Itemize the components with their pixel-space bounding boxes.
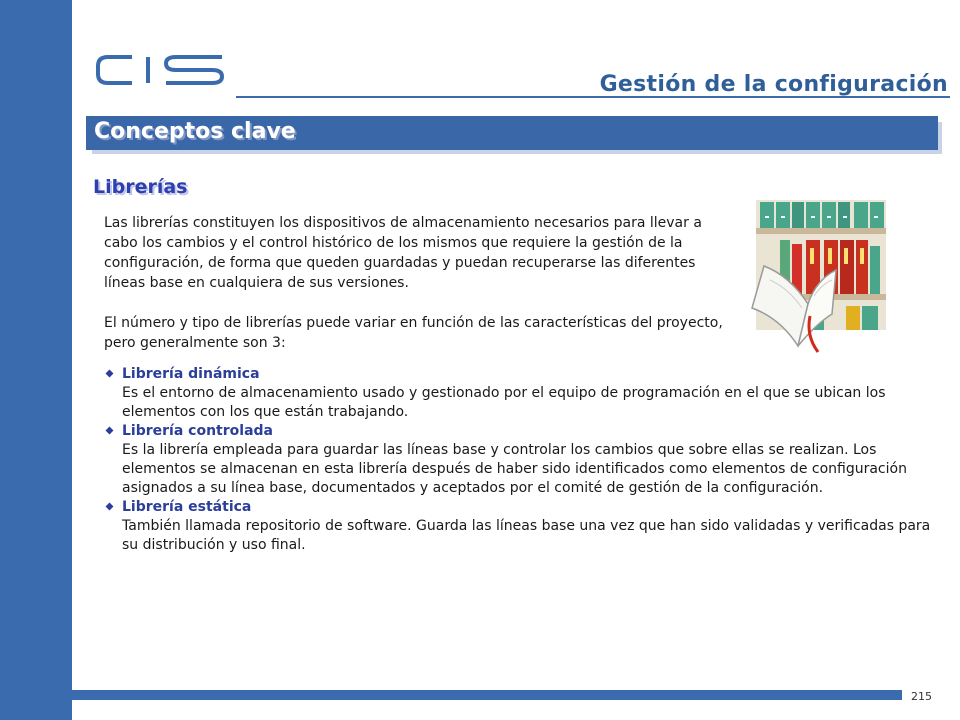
subsection-title: Librerías	[93, 176, 188, 198]
libraries-list	[104, 365, 934, 555]
page-number: 215	[911, 690, 932, 703]
left-accent-bar	[0, 0, 72, 720]
intro-text	[104, 213, 740, 353]
top-rule	[72, 0, 960, 6]
section-bar	[86, 116, 938, 150]
list-item	[104, 422, 934, 498]
library-title: Librería controlada	[122, 423, 273, 439]
library-description: Es el entorno de almacenamiento usado y gestionado por el equipo de programación en el que se ubican los elementos con los que están trabajando.	[122, 385, 886, 420]
library-description: También llamada repositorio de software. Guarda las líneas base una vez que han sido validadas y verificadas para su distribución y uso final.	[122, 518, 931, 553]
library-description: Es la librería empleada para guardar las líneas base y controlar los cambios que sobre ellas se realizan. Los elementos se almacenan en esta librería después de haber sido identificados como elementos de configuración asignados a su línea base, documentados y aceptados por el comité de gestión de la configuración.	[122, 442, 907, 496]
section-title: Conceptos clave	[94, 119, 296, 144]
intro-paragraph-2: El número y tipo de librerías puede variar en función de las características del proyecto, pero generalmente son 3:	[104, 315, 723, 351]
list-item	[104, 365, 934, 422]
bullet-icon	[106, 427, 114, 435]
intro-paragraph-1: Las librerías constituyen los dispositivos de almacenamiento necesarios para llevar a cabo los cambios y el control histórico de los mismos que requiere la gestión de la configuración, de forma que queden guardadas y puedan recuperarse las diferentes líneas base en cualquiera de sus versiones.	[104, 215, 702, 291]
library-title: Librería dinámica	[122, 366, 260, 382]
bookshelf-icon	[750, 196, 896, 356]
library-title: Librería estática	[122, 499, 252, 515]
presentation-title: Gestión de la configuración	[599, 72, 948, 97]
list-item	[104, 498, 934, 555]
cis-logo	[94, 52, 226, 88]
bullet-icon	[106, 370, 114, 378]
bullet-icon	[106, 503, 114, 511]
footer-rule	[72, 690, 902, 700]
